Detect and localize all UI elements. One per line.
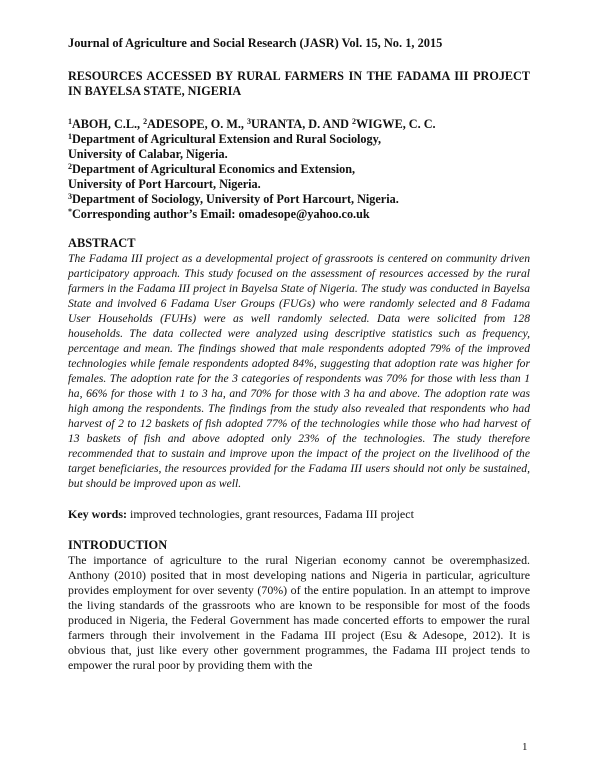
abstract-heading: ABSTRACT <box>68 236 136 250</box>
author-name: WIGWE, C. C. <box>355 117 436 131</box>
author-list <box>68 117 530 132</box>
keywords <box>68 507 530 522</box>
affiliation-2-line2: University of Port Harcourt, Nigeria. <box>68 177 261 191</box>
introduction-heading: INTRODUCTION <box>68 538 168 552</box>
corresponding-superscript: * <box>68 207 72 216</box>
author-name: URANTA, D. AND <box>250 117 352 131</box>
affiliation-3: $^3$Department of Sociology, University of Port Harcourt, Nigeria. <box>68 192 399 206</box>
abstract-text: The Fadama III project as a developmental project of grassroots is centered on community driven participatory approach. This study focused on the assessment of resources accessed by the rural farmers in the Fadama III project in Bayelsa State of Nigeria. The study was conducted in Bayelsa State and involved 6 Fadama User Groups (FUGs) who were randomly selected and 8 Fadama User Households (FUHs) were as well randomly selected. Data were solicited from 128 households. The data collected were analyzed using descriptive statistics such as frequency, percentage and mean. The findings showed that male respondents adopted 79% of the improved technologies while female respondents adopted 84%, suggesting that adoption rate was higher for females. The adoption rate for the 3 categories of respondents was 70% for those with less than 1 ha, 66% for those with 1 to 3 ha, and 70% for those with 3 ha and above. The adoption rate was high among the respondents. The findings from the study also revealed that respondents who had harvest of 2 to 12 baskets of fish adopted 77% of the technologies while those who had harvest of 13 baskets of fish and above adopted only 23% of the technologies. The study therefore recommended that to sustain and improve upon the impact of the project on the livelihood of the target beneficiaries, the resources provided for the Fadama III users should not only be sustained, but should be improved upon as well. <box>68 252 530 490</box>
page-number: 1 <box>522 741 528 753</box>
affiliation-1-line2: University of Calabar, Nigeria. <box>68 147 228 161</box>
author-superscript: 3 <box>246 117 251 126</box>
corresponding-author: *Corresponding author’s Email: omadesope@yahoo.co.uk <box>68 207 370 221</box>
introduction-text: The importance of agriculture to the rural Nigerian economy cannot be overemphasized. Anthony (2010) posited that in most developing nations and Nigeria in particular, agriculture provides employment for over seventy (70%) of the entire population. In an attempt to improve the living standards of the grassroots who are known to be responsible for most of the foods produced in Nigeria, the Federal Government has made concerted efforts to empower the rural farmers through their involvement in the Fadama III project (Esu & Adesope, 2012). It is obvious that, just like every other government programmes, the Fadama III project tends to empower the rural poor by providing them with the <box>68 553 530 672</box>
keywords-text: improved technologies, grant resources, Fadama III project <box>127 507 414 521</box>
author-affiliation-block <box>68 117 530 222</box>
author-superscript: 1 <box>68 117 72 126</box>
affiliation-superscript: 1 <box>68 132 72 141</box>
journal-header: Journal of Agriculture and Social Research (JASR) Vol. 15, No. 1, 2015 <box>68 36 443 50</box>
affiliation-1: $^1$Department of Agricultural Extension and Rural Sociology, <box>68 132 382 146</box>
affiliation-superscript: 3 <box>68 192 72 201</box>
paper-page <box>68 36 530 673</box>
author-superscript: 2 <box>143 117 148 126</box>
paper-title: RESOURCES ACCESSED BY RURAL FARMERS IN THE FADAMA III PROJECT IN BAYELSA STATE, NIGERIA <box>68 69 530 98</box>
author-name: ADESOPE, O. M., <box>147 117 247 131</box>
author-superscript: 2 <box>351 117 356 126</box>
affiliation-2: $^2$Department of Agricultural Economics and Extension, <box>68 162 356 176</box>
keywords-label: Key words: <box>68 507 127 521</box>
author-name: ABOH, C.L., <box>72 117 144 131</box>
affiliation-superscript: 2 <box>68 162 72 171</box>
